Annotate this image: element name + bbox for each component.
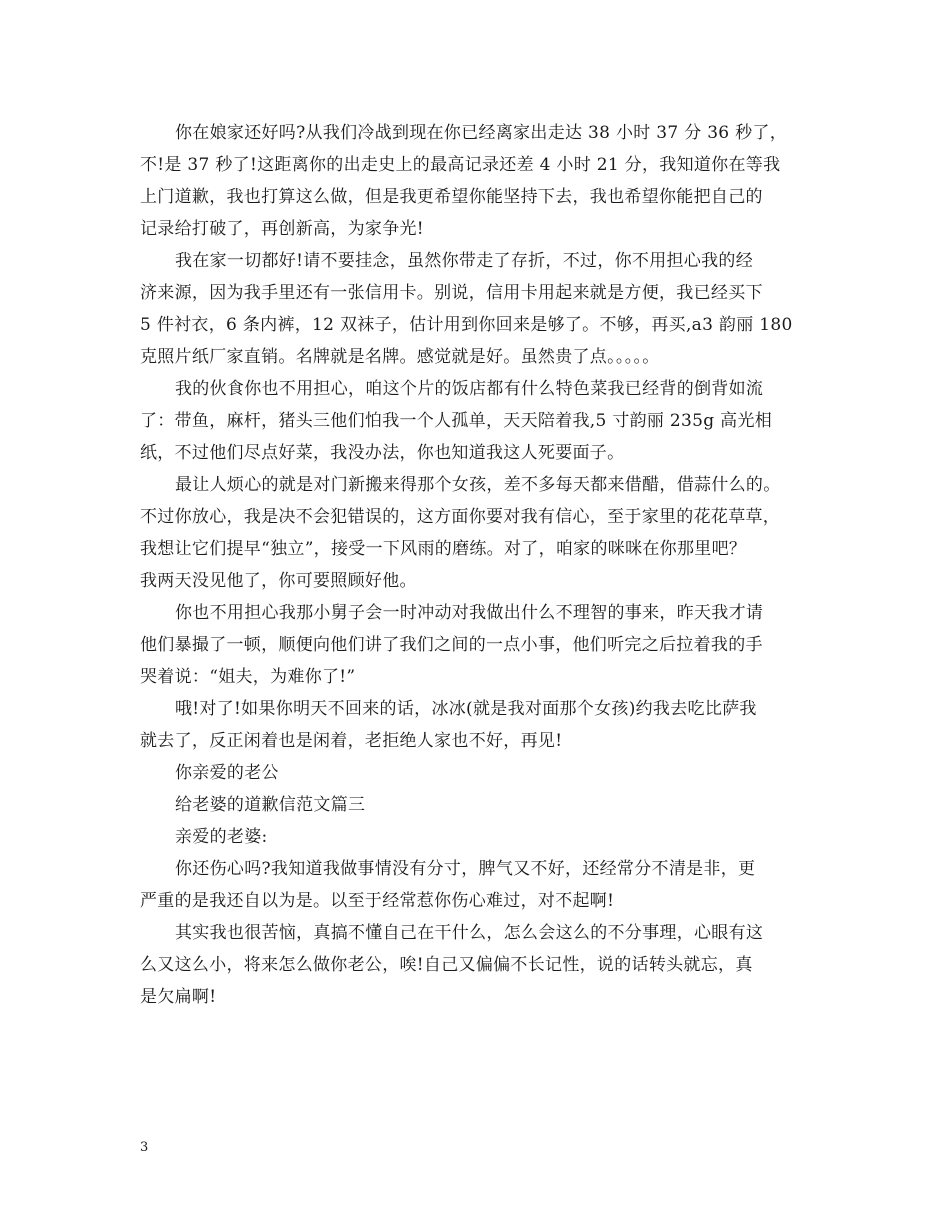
text-line: 不过你放心，我是决不会犯错误的，这方面你要对我有信心，至于家里的花花草草， bbox=[140, 507, 781, 527]
text-line: 我两天没见他了，你可要照顾好他。 bbox=[140, 571, 417, 591]
paragraph bbox=[140, 245, 825, 373]
paragraph bbox=[140, 469, 825, 597]
text-line: 他们暴撮了一顿，顺便向他们讲了我们之间的一点小事，他们听完之后拉着我的手 bbox=[140, 635, 763, 655]
text-line: 你也不用担心我那小舅子会一时冲动对我做出什么不理智的事来，昨天我才请 bbox=[175, 603, 764, 623]
paragraph bbox=[140, 917, 825, 1013]
paragraph bbox=[140, 693, 825, 757]
text-line: 是欠扁啊! bbox=[140, 987, 217, 1007]
document-body bbox=[140, 117, 825, 1013]
text-line: 你在娘家还好吗?从我们冷战到现在你已经离家出走达 38 小时 37 分 36 秒了， bbox=[175, 123, 788, 143]
text-line: 给老婆的道歉信范文篇三 bbox=[175, 795, 366, 815]
text-line: 其实我也很苦恼，真搞不懂自己在干什么，怎么会这么的不分事理，心眼有这 bbox=[175, 923, 764, 943]
text-line: 哭着说：“姐夫，为难你了!” bbox=[140, 667, 356, 687]
text-line: 济来源，因为我手里还有一张信用卡。别说，信用卡用起来就是方便，我已经买下 bbox=[140, 283, 763, 303]
paragraph bbox=[140, 597, 825, 693]
text-line: 哦!对了!如果你明天不回来的话，冰冰(就是我对面那个女孩)约我去吃比萨我 bbox=[175, 699, 757, 719]
signature-line bbox=[140, 757, 825, 789]
text-line: 最让人烦心的就是对门新搬来得那个女孩，差不多每天都来借醋，借蒜什么的。 bbox=[175, 475, 781, 495]
paragraph bbox=[140, 373, 825, 469]
page-number: 3 bbox=[140, 1140, 149, 1155]
text-line: 亲爱的老婆: bbox=[175, 827, 268, 847]
text-line: 克照片纸厂家直销。名牌就是名牌。感觉就是好。虽然贵了点。。。。。 bbox=[140, 347, 660, 367]
text-line: 你还伤心吗?我知道我做事情没有分寸，脾气又不好，还经常分不清是非，更 bbox=[175, 859, 756, 879]
section-heading bbox=[140, 789, 825, 821]
text-line: 纸，不过他们尽点好菜，我没办法，你也知道我这人死要面子。 bbox=[140, 443, 625, 463]
text-line: 5 件衬衣，6 条内裤，12 双袜子，估计用到你回来是够了。不够，再买,a3 韵丽 180 bbox=[140, 315, 793, 335]
text-line: 我在家一切都好!请不要挂念，虽然你带走了存折，不过，你不用担心我的经 bbox=[175, 251, 754, 271]
text-line: 了：带鱼，麻杆，猪头三他们怕我一个人孤单，天天陪着我,5 寸韵丽 235g 高光相 bbox=[140, 411, 773, 431]
salutation bbox=[140, 821, 825, 853]
text-line: 就去了，反正闲着也是闲着，老拒绝人家也不好，再见! bbox=[140, 731, 563, 751]
text-line: 上门道歉，我也打算这么做，但是我更希望你能坚持下去，我也希望你能把自己的 bbox=[140, 187, 763, 207]
text-line: 么又这么小，将来怎么做你老公，唉!自己又偏偏不长记性，说的话转头就忘，真 bbox=[140, 955, 753, 975]
text-line: 不!是 37 秒了!这距离你的出走史上的最高记录还差 4 小时 21 分，我知道你在等我 bbox=[140, 155, 781, 175]
paragraph bbox=[140, 117, 825, 245]
text-line: 你亲爱的老公 bbox=[175, 763, 279, 783]
text-line: 记录给打破了，再创新高，为家争光! bbox=[140, 219, 424, 239]
text-line: 我的伙食你也不用担心，咱这个片的饭店都有什么特色菜我已经背的倒背如流 bbox=[175, 379, 764, 399]
paragraph bbox=[140, 853, 825, 917]
text-line: 我想让它们提早“独立”，接受一下风雨的磨练。对了，咱家的咪咪在你那里吧？ bbox=[140, 539, 747, 559]
text-line: 严重的是我还自以为是。以至于经常惹你伤心难过，对不起啊! bbox=[140, 891, 615, 911]
